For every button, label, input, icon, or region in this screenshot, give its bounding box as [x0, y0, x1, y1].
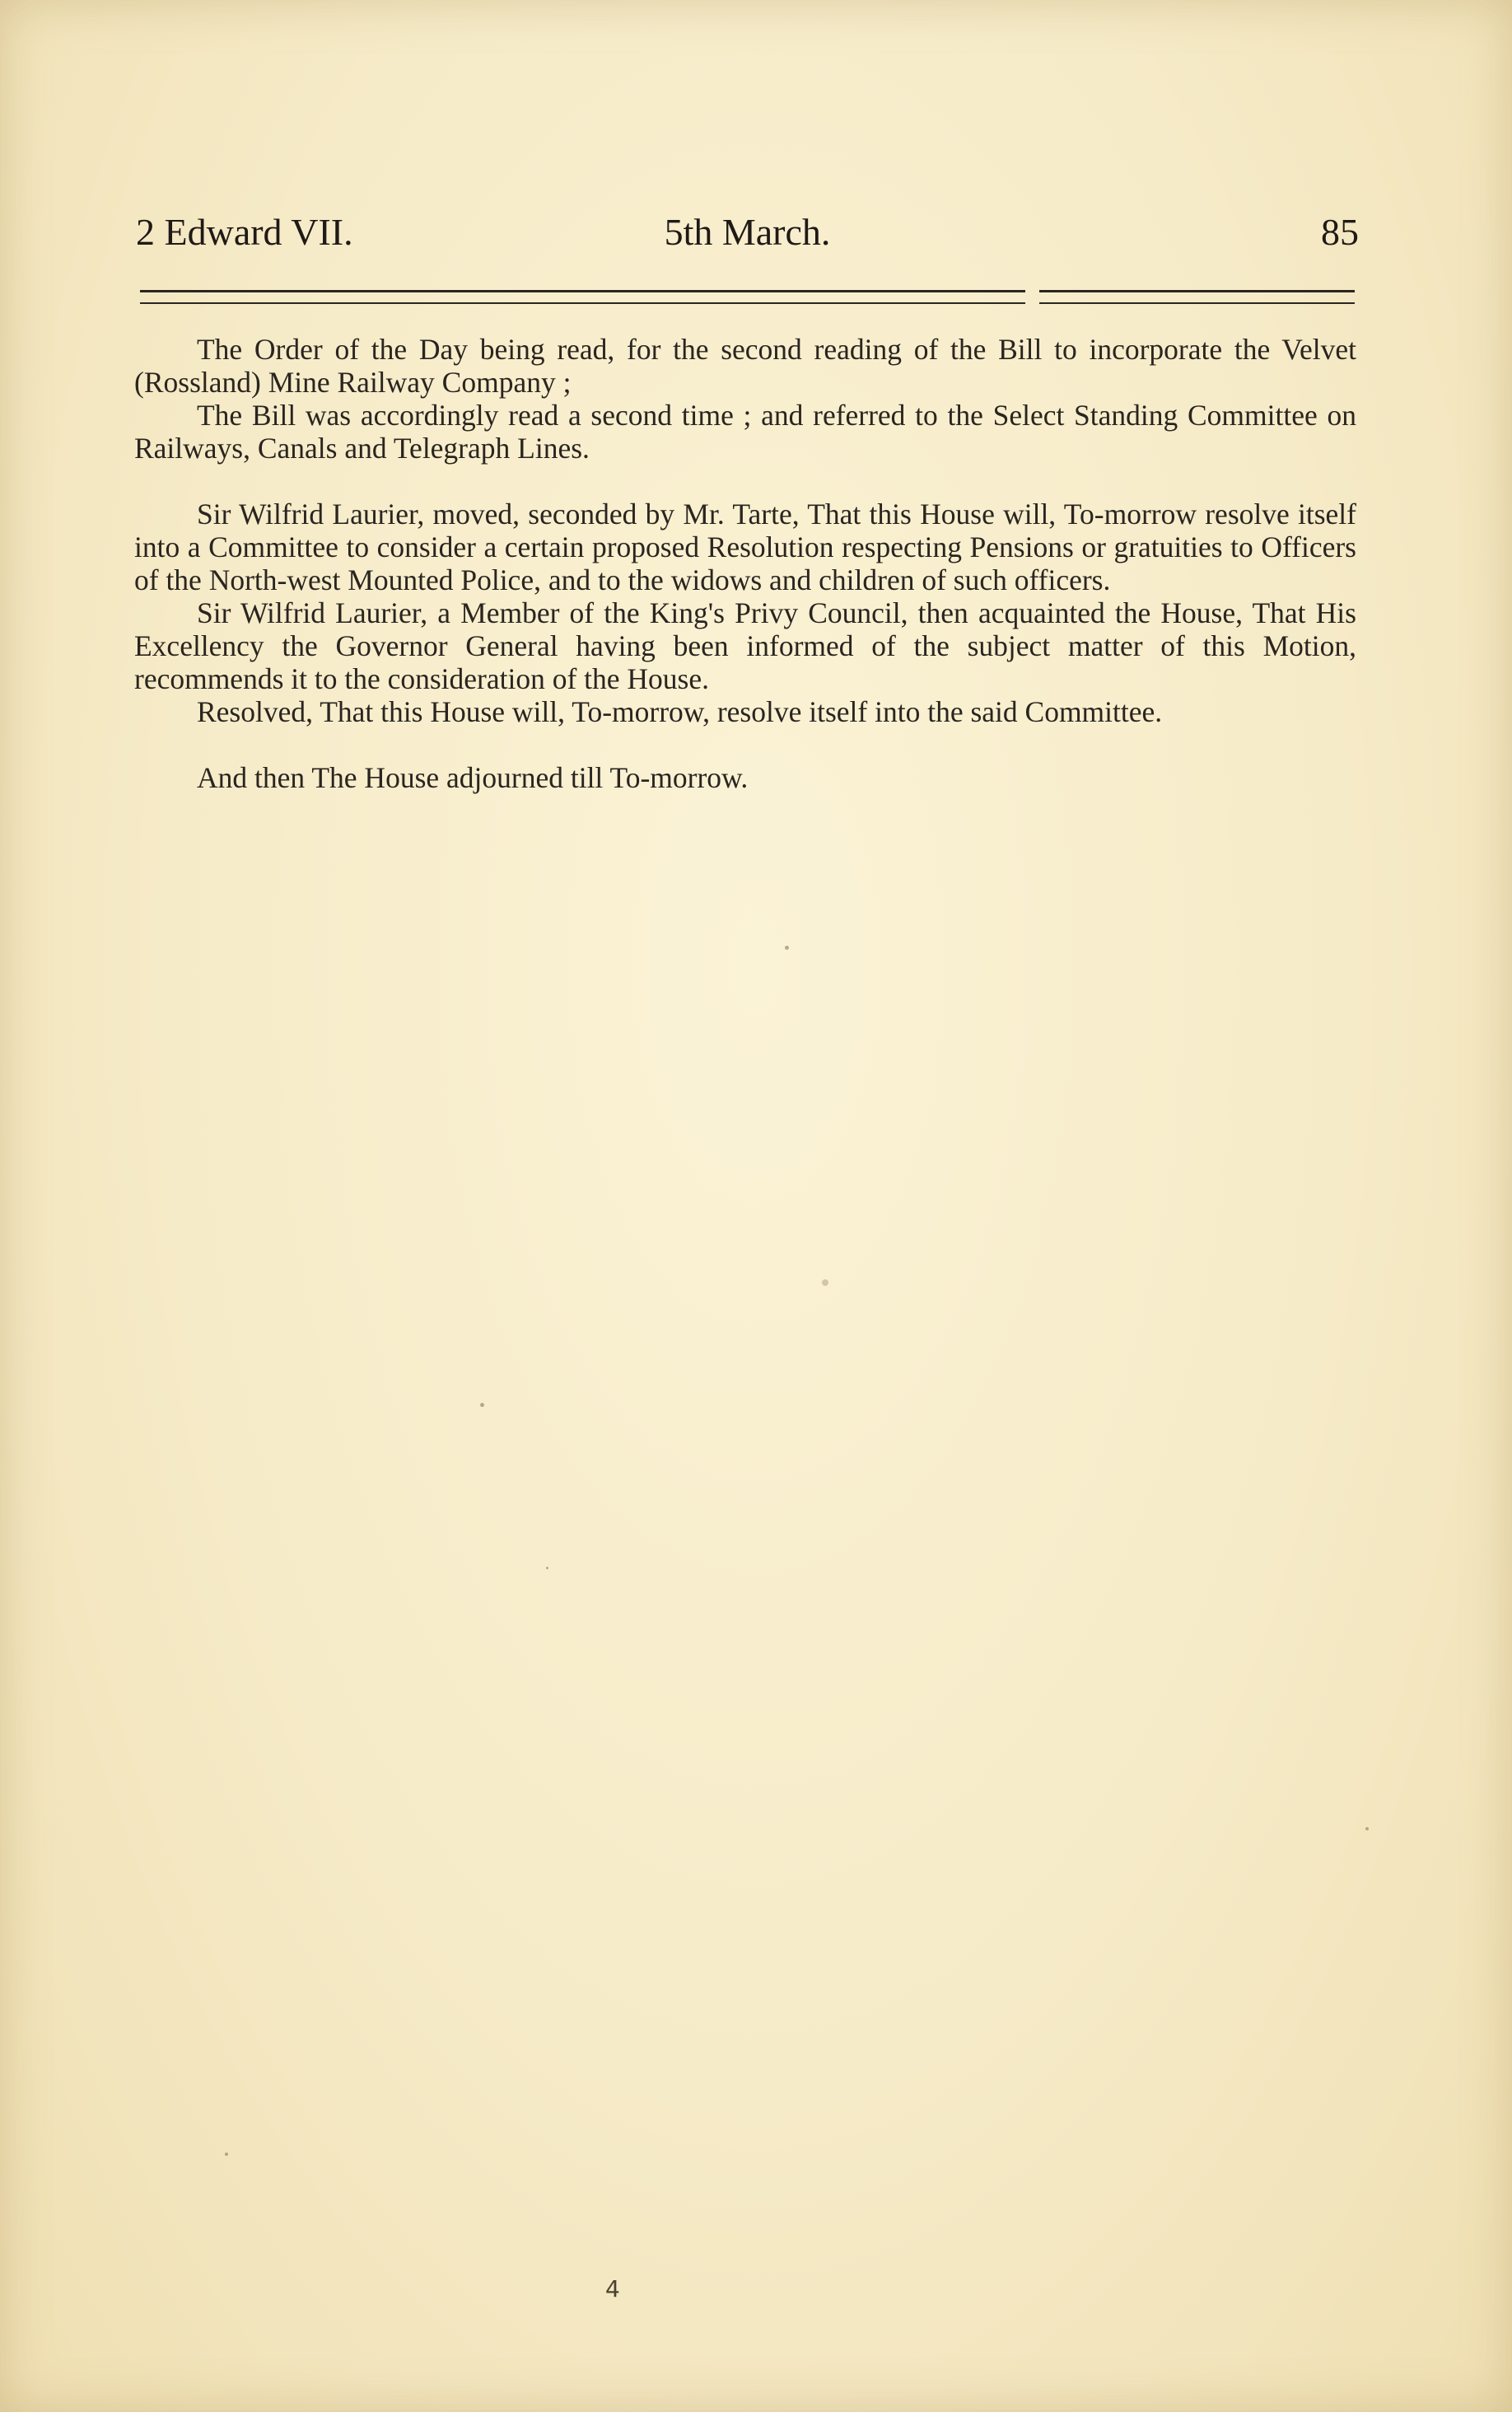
paper-speck: [822, 1279, 828, 1286]
paragraph-privy-council: Sir Wilfrid Laurier, a Member of the King's Privy Council, then acquainted the House, That His Excellency the Governor General having been informed of the subject matter of this Motion, recommends it to the consideration of the House.: [134, 596, 1356, 695]
paragraph-motion: Sir Wilfrid Laurier, moved, seconded by Mr. Tarte, That this House will, To-morrow resolve itself into a Committee to consider a certain proposed Resolution respecting Pensions or gratuities to Officers of the North-west Mounted Police, and to the widows and children of such officers.: [134, 498, 1356, 596]
paper-speck: [1365, 1827, 1369, 1830]
signature-mark: 4: [605, 2275, 620, 2302]
paper-speck: [225, 2153, 228, 2156]
page-number: 85: [1321, 211, 1359, 253]
paragraph-adjourned: And then The House adjourned till To-morrow.: [197, 761, 749, 794]
paragraph-resolved: Resolved, That this House will, To-morrow, resolve itself into the said Committee.: [197, 695, 1163, 728]
double-rule-right: [1039, 290, 1355, 304]
double-rule-left: [140, 290, 1025, 304]
paper-speck: [785, 946, 789, 950]
running-head-date: 5th March.: [664, 211, 831, 253]
paragraph-order-of-day: The Order of the Day being read, for the second reading of the Bill to incorporate the Velvet (Rossland) Mine Railway Company ;: [134, 333, 1356, 399]
paragraph-bill-referred: The Bill was accordingly read a second time ; and referred to the Select Standing Committee on Railways, Canals and Telegraph Lines.: [134, 399, 1356, 465]
paper-speck: [546, 1567, 548, 1569]
running-head-regnal-year: 2 Edward VII.: [136, 211, 353, 253]
journal-body: [134, 333, 1356, 794]
running-head: [136, 208, 1359, 257]
paper-speck: [480, 1403, 484, 1407]
